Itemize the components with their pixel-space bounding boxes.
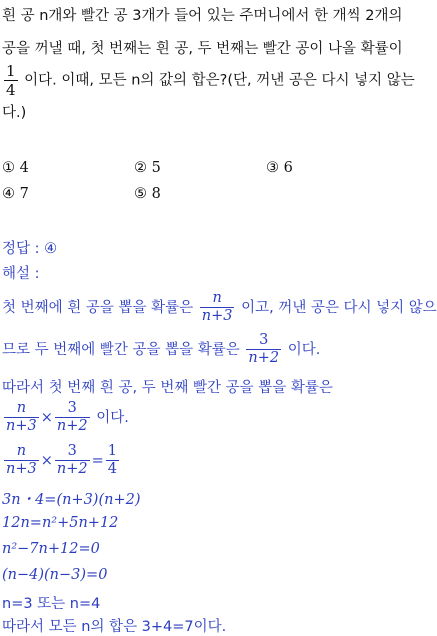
question-line-4: 다.) [2,105,27,121]
equation-1: 3n・4=(n+3)(n+2) [2,492,141,508]
option-2[interactable]: ② 5 [134,160,161,176]
fraction-3-over-n2: $\frac{3}{n+2}$ [56,443,88,478]
explanation-label: 해설 : [2,266,40,282]
question-line-3: $\frac{1}{4}$ 이다. 이때, 모든 n의 값의 합은?(단, 꺼낸 공은 다시 넣지 않는 [6,62,415,99]
question-line-1: 흰 공 n개와 빨간 공 3개가 들어 있는 주머니에서 한 개씩 2개의 [2,8,403,24]
fraction-3-over-n2: $\frac{3}{n+2}$ [56,400,88,435]
solution-line-3: 따라서 첫 번째 흰 공, 두 번째 빨간 공을 뽑을 확률은 [2,380,333,396]
option-3[interactable]: ③ 6 [266,160,293,176]
solution-line-5: $\frac{n}{n+3}$ × $\frac{3}{n+2}$ = $\frac{1}{4}$ [6,443,117,478]
equation-5: n=3 또는 n=4 [2,596,101,612]
solution-line-2: 므로 두 번째에 빨간 공을 뽑을 확률은 $\frac{3}{n+2}$ 이다. [2,332,321,367]
fraction-white-first: $\frac{n}{n+3}$ [201,290,233,325]
solution-line-1: 첫 번째에 흰 공을 뽑을 확률은 $\frac{n}{n+3}$ 이고, 꺼낸 공은 다시 넣지 않으 [2,290,437,325]
equation-4: (n−4)(n−3)=0 [2,567,108,583]
question-line-2: 공을 꺼낼 때, 첫 번째는 흰 공, 두 번째는 빨간 공이 나올 확률이 [2,41,403,57]
fraction-n-over-n3: $\frac{n}{n+3}$ [6,443,37,478]
equation-2: 12n=n²+5n+12 [2,515,119,531]
final-conclusion: 따라서 모든 n의 합은 3+4=7이다. [2,619,227,635]
option-1[interactable]: ① 4 [2,160,29,176]
option-4[interactable]: ④ 7 [2,186,29,202]
solution-line-4: $\frac{n}{n+3}$ × $\frac{3}{n+2}$ 이다. [6,400,129,435]
fraction-one-quarter: $\frac{1}{4}$ [107,443,117,478]
probability-fraction: $\frac{1}{4}$ [6,62,16,99]
equation-3: n²−7n+12=0 [2,541,100,557]
option-5[interactable]: ⑤ 8 [134,186,161,202]
fraction-red-second: $\frac{3}{n+2}$ [248,332,280,367]
fraction-n-over-n3: $\frac{n}{n+3}$ [6,400,37,435]
answer-label: 정답 : ④ [2,241,58,257]
